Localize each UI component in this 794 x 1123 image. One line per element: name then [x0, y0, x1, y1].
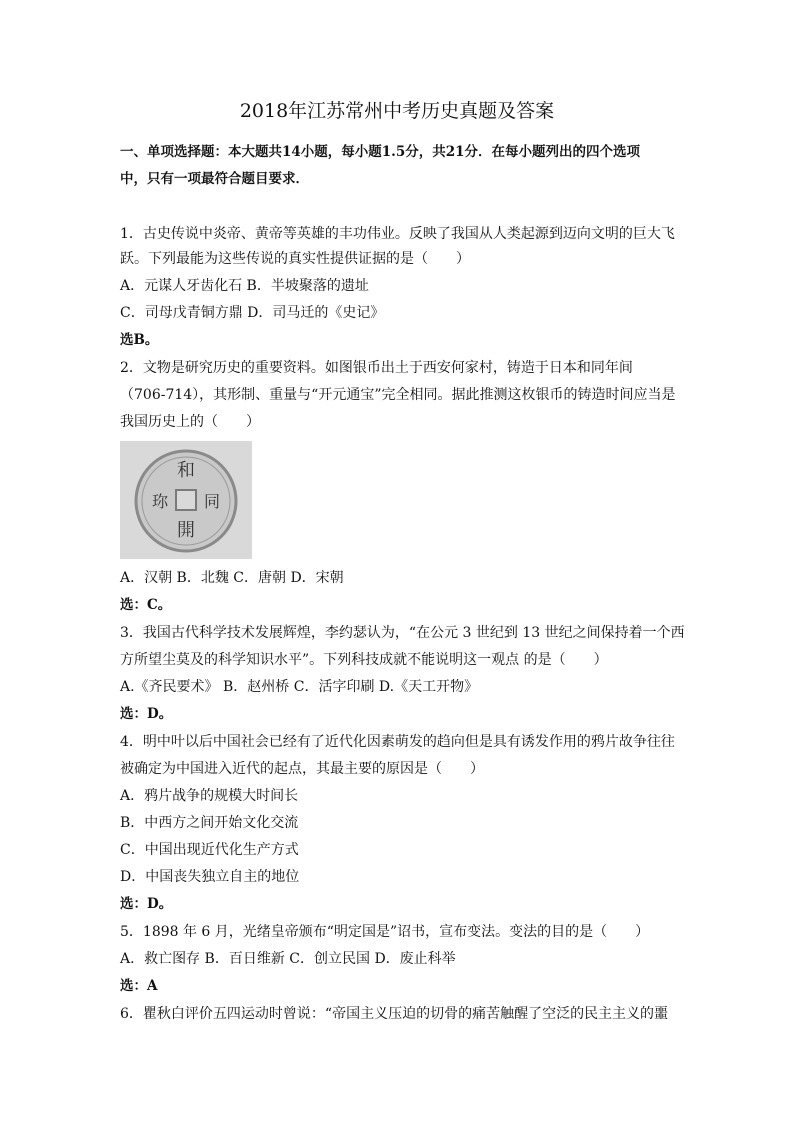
question-1-options-line-1: A．元谋人牙齿化石 B．半坡聚落的遗址	[120, 278, 369, 294]
question-6-stem-line-1: 6．瞿秋白评价五四运动时曾说：“帝国主义压迫的切骨的痛苦触醒了空泛的民主主义的噩	[120, 1006, 669, 1022]
question-1-answer: 选B。	[120, 332, 159, 348]
page-title: 2018年江苏常州中考历史真题及答案	[239, 100, 555, 122]
question-4-option-b: B．中西方之间开始文化交流	[120, 815, 299, 831]
coin-char-bottom: 開	[177, 520, 195, 541]
question-5-options: A．救亡图存 B．百日维新 C．创立民国 D．废止科举	[120, 951, 456, 967]
question-1-options-line-2: C．司母戊青铜方鼎 D．司马迁的《史记》	[120, 305, 385, 321]
question-5-answer: 选：A	[120, 978, 158, 994]
question-4-option-a: A．鸦片战争的规模大时间长	[120, 788, 299, 804]
question-3-stem-line-1: 3．我国古代科学技术发展辉煌，李约瑟认为，“在公元 3 世纪到 13 世纪之间保持着一个西	[120, 625, 685, 641]
question-3-answer: 选：D。	[120, 706, 173, 722]
question-1-stem-line-1: 1．古史传说中炎帝、黄帝等英雄的丰功伟业。反映了我国从人类起源到迈向文明的巨大飞	[120, 226, 675, 242]
question-4-option-c: C．中国出现近代化生产方式	[120, 842, 299, 858]
question-2-options: A．汉朝 B．北魏 C．唐朝 D．宋朝	[120, 570, 344, 586]
coin-char-top: 和	[177, 460, 195, 481]
question-4-stem-line-2: 被确定为中国进入近代的起点，其最主要的原因是（ ）	[120, 761, 484, 777]
question-4-option-d: D．中国丧失独立自主的地位	[120, 869, 300, 885]
question-2-stem-line-2: （706-714），其形制、重量与“开元通宝”完全相同。据此推测这枚银币的铸造时间应当是	[120, 387, 676, 403]
coin-char-left: 珎	[151, 492, 169, 511]
silver-coin-photo	[120, 441, 252, 559]
question-2-stem-line-3: 我国历史上的（ ）	[120, 414, 260, 430]
question-4-answer: 选：D。	[120, 896, 173, 912]
section-heading-line-1: 一、单项选择题：本大题共14小题，每小题1.5分，共21分．在每小题列出的四个选项	[120, 144, 641, 160]
question-1-stem-line-2: 跃。下列最能为这些传说的真实性提供证据的是（ ）	[120, 251, 470, 267]
question-3-stem-line-2: 方所望尘莫及的科学知识水平”。下列科技成就不能说明这一观点 的是（ ）	[120, 652, 608, 668]
question-5-stem: 5．1898 年 6 月，光绪皇帝颁布“明定国是”诏书，宣布变法。变法的目的是（ ）	[120, 924, 650, 940]
section-heading-line-2: 中，只有一项最符合题目要求．	[120, 171, 309, 187]
coin-char-right: 同	[203, 492, 221, 511]
question-2-stem-line-1: 2．文物是研究历史的重要资料。如图银币出土于西安何家村，铸造于日本和同年间	[120, 360, 633, 376]
question-2-answer: 选：C。	[120, 597, 172, 613]
question-3-options: A.《齐民要术》 B．赵州桥 C．活字印刷 D.《天工开物》	[120, 679, 479, 695]
question-4-stem-line-1: 4．明中叶以后中国社会已经有了近代化因素萌发的趋向但是具有诱发作用的鸦片故争往往	[120, 734, 675, 750]
